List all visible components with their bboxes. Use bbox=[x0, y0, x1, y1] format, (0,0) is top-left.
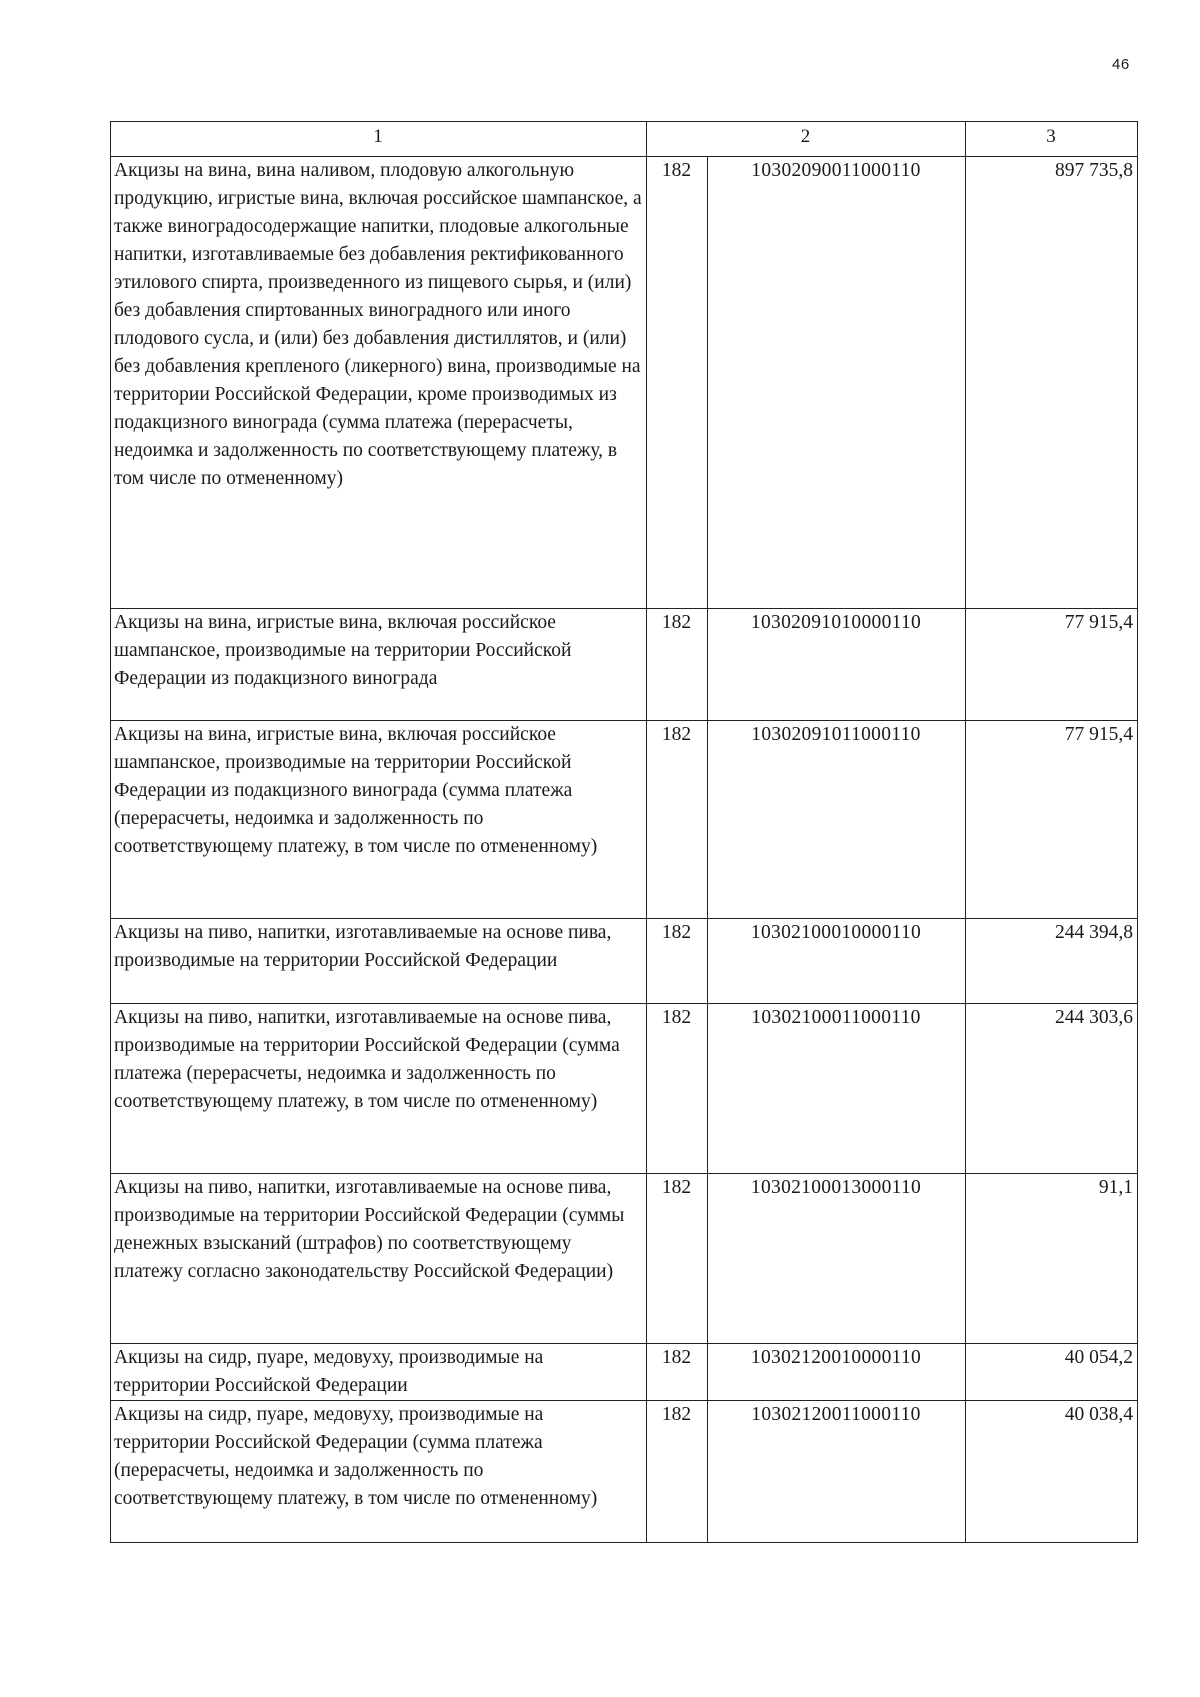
page-number: 46 bbox=[1112, 56, 1130, 73]
row-amount: 77 915,4 bbox=[966, 721, 1138, 919]
table-row bbox=[111, 1401, 1138, 1543]
row-description: Акцизы на вина, игристые вина, включая российское шампанское, производимые на территории Российской Федерации из подакцизного винограда (сумма платежа (перерасчеты, недоимка и задолженность по соответствующему платежу, в том числе по отмененному) bbox=[111, 721, 647, 919]
row-admin-code: 182 bbox=[647, 1174, 708, 1344]
row-amount: 91,1 bbox=[966, 1174, 1138, 1344]
column-header-3: 3 bbox=[966, 122, 1138, 157]
row-kbk-code: 10302100010000110 bbox=[708, 919, 966, 1004]
row-amount: 897 735,8 bbox=[966, 157, 1138, 609]
row-description: Акцизы на пиво, напитки, изготавливаемые на основе пива, производимые на территории Российской Федерации (сумма платежа (перерасчеты, недоимка и задолженность по соответствующему платежу, в том числе по отмененному) bbox=[111, 1004, 647, 1174]
table-header-row bbox=[111, 122, 1138, 157]
column-header-2: 2 bbox=[647, 122, 966, 157]
table-row bbox=[111, 721, 1138, 919]
row-description: Акцизы на пиво, напитки, изготавливаемые на основе пива, производимые на территории Российской Федерации (суммы денежных взысканий (штрафов) по соответствующему платежу согласно законодательству Российской Федерации) bbox=[111, 1174, 647, 1344]
row-description: Акцизы на вина, игристые вина, включая российское шампанское, производимые на территории Российской Федерации из подакцизного винограда bbox=[111, 609, 647, 721]
revenue-table bbox=[110, 121, 1138, 1543]
row-kbk-code: 10302091010000110 bbox=[708, 609, 966, 721]
table-row bbox=[111, 1004, 1138, 1174]
row-amount: 244 303,6 bbox=[966, 1004, 1138, 1174]
row-description: Акцизы на сидр, пуаре, медовуху, производимые на территории Российской Федерации bbox=[111, 1344, 647, 1401]
row-description: Акцизы на пиво, напитки, изготавливаемые на основе пива, производимые на территории Российской Федерации bbox=[111, 919, 647, 1004]
row-description: Акцизы на вина, вина наливом, плодовую алкогольную продукцию, игристые вина, включая российское шампанское, а также виноградосодержащие напитки, плодовые алкогольные напитки, изготавливаемые без добавления ректификованного этилового спирта, произведенного из пищевого сырья, и (или) без добавления спиртованных виноградного или иного плодового сусла, и (или) без добавления дистиллятов, и (или) без добавления крепленого (ликерного) вина, производимые на территории Российской Федерации, кроме производимых из подакцизного винограда (сумма платежа (перерасчеты, недоимка и задолженность по соответствующему платежу, в том числе по отмененному) bbox=[111, 157, 647, 609]
row-kbk-code: 10302120011000110 bbox=[708, 1401, 966, 1543]
row-kbk-code: 10302120010000110 bbox=[708, 1344, 966, 1401]
row-amount: 40 038,4 bbox=[966, 1401, 1138, 1543]
row-admin-code: 182 bbox=[647, 1004, 708, 1174]
table-row bbox=[111, 1174, 1138, 1344]
table-row bbox=[111, 609, 1138, 721]
row-amount: 77 915,4 bbox=[966, 609, 1138, 721]
row-admin-code: 182 bbox=[647, 1344, 708, 1401]
row-admin-code: 182 bbox=[647, 1401, 708, 1543]
table-row bbox=[111, 919, 1138, 1004]
row-kbk-code: 10302100011000110 bbox=[708, 1004, 966, 1174]
row-admin-code: 182 bbox=[647, 919, 708, 1004]
row-kbk-code: 10302100013000110 bbox=[708, 1174, 966, 1344]
table-row bbox=[111, 1344, 1138, 1401]
row-admin-code: 182 bbox=[647, 157, 708, 609]
column-header-1: 1 bbox=[111, 122, 647, 157]
row-amount: 40 054,2 bbox=[966, 1344, 1138, 1401]
row-admin-code: 182 bbox=[647, 609, 708, 721]
table-row bbox=[111, 157, 1138, 609]
row-kbk-code: 10302091011000110 bbox=[708, 721, 966, 919]
row-admin-code: 182 bbox=[647, 721, 708, 919]
row-description: Акцизы на сидр, пуаре, медовуху, производимые на территории Российской Федерации (сумма платежа (перерасчеты, недоимка и задолженность по соответствующему платежу, в том числе по отмененному) bbox=[111, 1401, 647, 1543]
row-kbk-code: 10302090011000110 bbox=[708, 157, 966, 609]
row-amount: 244 394,8 bbox=[966, 919, 1138, 1004]
